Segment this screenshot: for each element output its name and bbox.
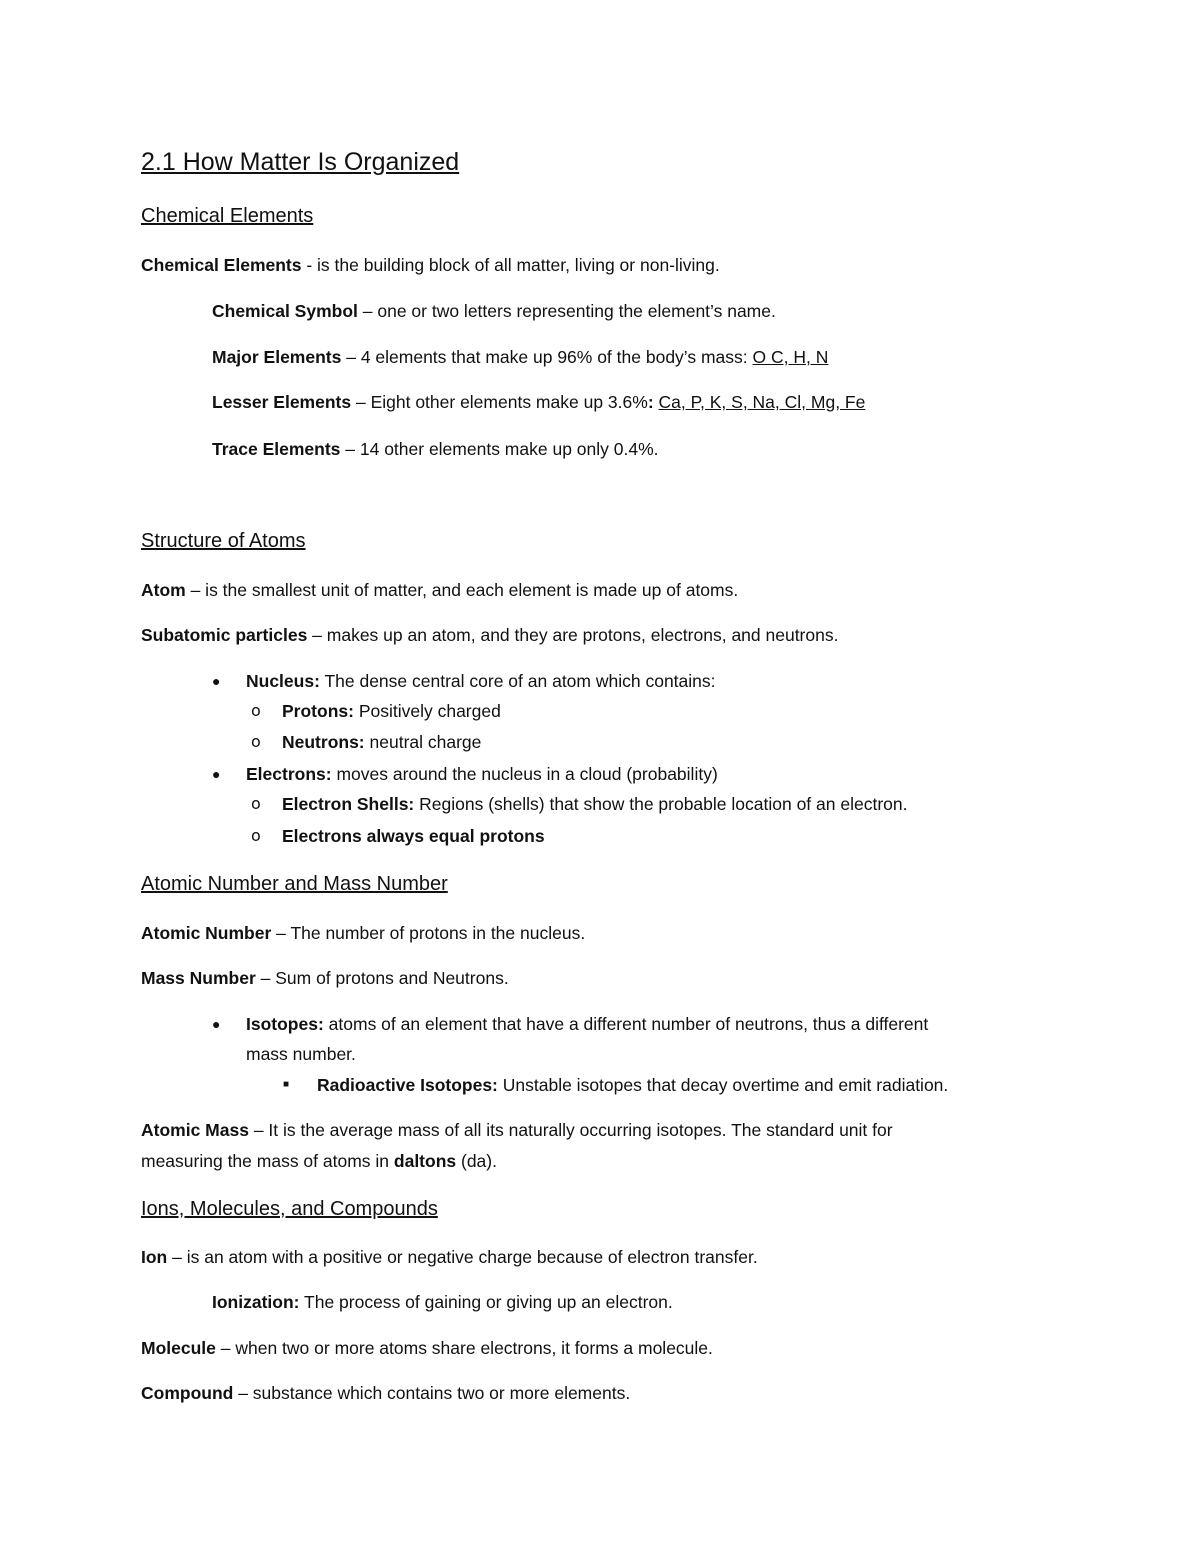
section-heading-numbers: Atomic Number and Mass Number: [141, 873, 448, 895]
definition: – Eight other elements make up 3.6%: [351, 392, 648, 412]
def-trace-elements: [212, 437, 659, 461]
term: Isotopes:: [246, 1014, 324, 1034]
term: Protons:: [282, 701, 354, 721]
bullet-icon: ●: [212, 766, 221, 782]
term: Electrons:: [246, 764, 332, 784]
term: Radioactive Isotopes:: [317, 1075, 498, 1095]
def-atomic-number: [141, 921, 585, 945]
definition: Unstable isotopes that decay overtime and emit radiation.: [497, 1075, 949, 1095]
definition: (da).: [456, 1151, 497, 1171]
term: Lesser Elements: [212, 392, 352, 412]
term: Chemical Elements: [141, 255, 302, 275]
term: Neutrons:: [282, 732, 365, 752]
term: Mass Number: [141, 968, 256, 988]
definition: – 14 other elements make up only 0.4%.: [340, 439, 659, 459]
definition: measuring the mass of atoms in: [141, 1151, 394, 1171]
section-heading-elements: Chemical Elements: [141, 205, 314, 227]
list-item-radioactive-isotopes: [317, 1073, 948, 1097]
section-heading-atoms: Structure of Atoms: [141, 530, 306, 552]
def-compound: [141, 1381, 630, 1405]
term: Nucleus:: [246, 671, 320, 691]
term: Atomic Mass: [141, 1120, 249, 1140]
definition: - is the building block of all matter, living or non-living.: [301, 255, 720, 275]
def-lesser-elements: [212, 390, 865, 414]
definition: – is an atom with a positive or negative charge because of electron transfer.: [167, 1247, 758, 1267]
page-title: 2.1 How Matter Is Organized: [141, 148, 460, 176]
def-atom: [141, 578, 738, 602]
bullet-icon: ●: [212, 1016, 221, 1032]
def-chemical-elements: [141, 253, 720, 277]
term: Ionization:: [212, 1292, 300, 1312]
term: Electrons always equal protons: [282, 826, 545, 846]
circle-bullet-icon: o: [251, 732, 261, 751]
def-atomic-mass: [141, 1118, 893, 1142]
def-major-elements: [212, 345, 828, 369]
circle-bullet-icon: o: [251, 794, 261, 813]
def-mass-number: [141, 966, 509, 990]
definition: Positively charged: [353, 701, 501, 721]
term: Compound: [141, 1383, 234, 1403]
definition: – The number of protons in the nucleus.: [271, 923, 586, 943]
term: Ion: [141, 1247, 168, 1267]
def-ionization: [212, 1290, 673, 1314]
term: Trace Elements: [212, 439, 341, 459]
circle-bullet-icon: o: [251, 826, 261, 845]
list-item-isotopes: [246, 1012, 928, 1036]
definition: – substance which contains two or more elements.: [233, 1383, 631, 1403]
term: Electron Shells:: [282, 794, 415, 814]
definition: The process of gaining or giving up an electron.: [299, 1292, 673, 1312]
list-item-electrons-equal-protons: [282, 824, 545, 848]
def-atomic-mass-continued: [141, 1149, 497, 1173]
definition: neutral charge: [364, 732, 482, 752]
definition: atoms of an element that have a different number of neutrons, thus a different: [323, 1014, 929, 1034]
definition: – It is the average mass of all its naturally occurring isotopes. The standard unit for: [248, 1120, 893, 1140]
circle-bullet-icon: o: [251, 701, 261, 720]
colon: :: [647, 392, 659, 412]
definition: – makes up an atom, and they are protons, electrons, and neutrons.: [307, 625, 839, 645]
term-daltons: daltons: [393, 1151, 457, 1171]
list-item-neutrons: [282, 730, 481, 754]
definition: – 4 elements that make up 96% of the body’s mass:: [341, 347, 753, 367]
element-list: Ca, P, K, S, Na, Cl, Mg, Fe: [658, 392, 866, 412]
definition: – one or two letters representing the element’s name.: [357, 301, 776, 321]
term: Subatomic particles: [141, 625, 308, 645]
definition: – when two or more atoms share electrons, it forms a molecule.: [215, 1338, 713, 1358]
element-list: O C, H, N: [752, 347, 829, 367]
term: Major Elements: [212, 347, 342, 367]
list-item-nucleus: [246, 669, 716, 693]
term: Atom: [141, 580, 186, 600]
definition: – Sum of protons and Neutrons.: [255, 968, 509, 988]
definition: Regions (shells) that show the probable location of an electron.: [414, 794, 908, 814]
def-molecule: [141, 1336, 713, 1360]
list-item-electrons: [246, 762, 718, 786]
list-item-electron-shells: [282, 792, 907, 816]
def-subatomic-particles: [141, 623, 838, 647]
def-chemical-symbol: [212, 299, 776, 323]
definition: – is the smallest unit of matter, and each element is made up of atoms.: [185, 580, 739, 600]
square-bullet-icon: ■: [283, 1079, 290, 1090]
list-item-isotopes-continued: mass number.: [246, 1044, 356, 1064]
section-heading-ions: Ions, Molecules, and Compounds: [141, 1198, 438, 1220]
bullet-icon: ●: [212, 673, 221, 689]
list-item-protons: [282, 699, 501, 723]
term: Atomic Number: [141, 923, 272, 943]
definition: The dense central core of an atom which contains:: [319, 671, 716, 691]
term: Chemical Symbol: [212, 301, 358, 321]
def-ion: [141, 1245, 758, 1269]
term: Molecule: [141, 1338, 216, 1358]
definition: moves around the nucleus in a cloud (probability): [331, 764, 718, 784]
